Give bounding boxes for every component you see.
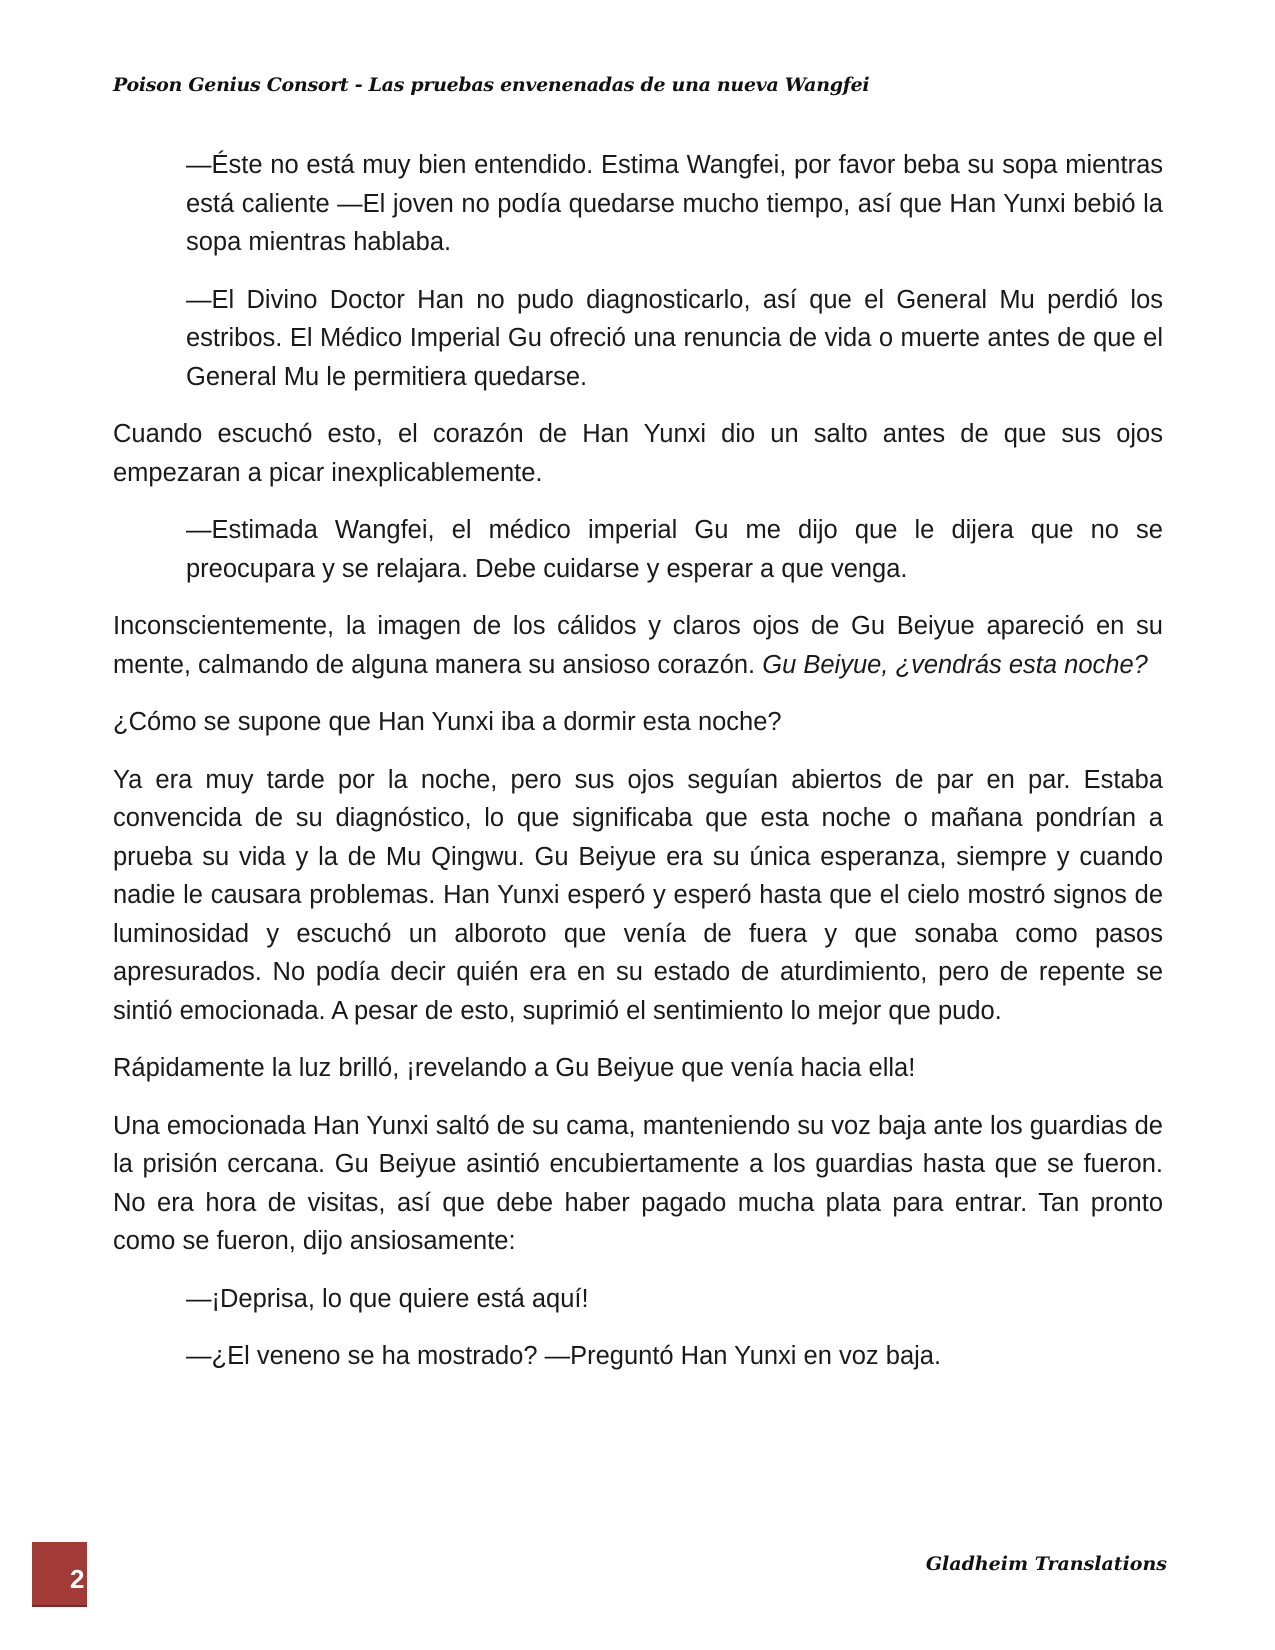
paragraph-narration-5: Rápidamente la luz brilló, ¡revelando a Gu Beiyue que venía hacia ella! — [113, 1054, 916, 1082]
running-header: Poison Genius Consort - Las pruebas envenenadas de una nueva Wangfei — [113, 74, 870, 96]
narration-text: Inconscientemente, la imagen de los cálidos y claros ojos de Gu Beiyue apareció en su mente, calmando de alguna manera su ansioso corazón. — [113, 612, 1163, 679]
paragraph-narration-4: Ya era muy tarde por la noche, pero sus ojos seguían abiertos de par en par. Estaba convencida de su diagnóstico, lo que significaba que esta noche o mañana pondrían a prueba su vida y la de Mu Qingwu. Gu Beiyue era su única esperanza, siempre y cuando nadie le causara problemas. Han Yunxi esperó y esperó hasta que el cielo mostró signos de luminosidad y escuchó un alboroto que venía de fuera y que sonaba como pasos apresurados. No podía decir quién era en su estado de aturdimiento, pero de repente se sintió emocionada. A pesar de esto, suprimió el sentimiento lo mejor que pudo. — [113, 765, 1163, 1025]
footer-rule — [32, 1605, 87, 1607]
paragraph-narration-6: Una emocionada Han Yunxi saltó de su cama, manteniendo su voz baja ante los guardias de la prisión cercana. Gu Beiyue asintió encubiertamente a los guardias hasta que se fueron. No era hora de visitas, así que debe haber pagado mucha plata para entrar. Tan pronto como se fueron, dijo ansiosamente: — [113, 1111, 1163, 1255]
paragraph-narration-1: Cuando escuchó esto, el corazón de Han Yunxi dio un salto antes de que sus ojos empezaran a picar inexplicablemente. — [113, 420, 1163, 487]
italic-thought: Gu Beiyue, ¿vendrás esta noche? — [762, 650, 1148, 679]
paragraph-dialogue-5: —¿El veneno se ha mostrado? —Preguntó Han Yunxi en voz baja. — [186, 1342, 942, 1370]
paragraph-dialogue-1: —Éste no está muy bien entendido. Estima Wangfei, por favor beba su sopa mientras está caliente —El joven no podía quedarse mucho tiempo, así que Han Yunxi bebió la sopa mientras hablaba. — [186, 151, 1163, 256]
paragraph-dialogue-3: —Estimada Wangfei, el médico imperial Gu me dijo que le dijera que no se preocupara y se relajara. Debe cuidarse y esperar a que venga. — [186, 516, 1163, 583]
body-text — [113, 146, 1163, 1395]
page-number: 2 — [70, 1564, 85, 1594]
paragraph-narration-3: ¿Cómo se supone que Han Yunxi iba a dormir esta noche? — [113, 708, 782, 736]
paragraph-dialogue-2: —El Divino Doctor Han no pudo diagnosticarlo, así que el General Mu perdió los estribos. El Médico Imperial Gu ofreció una renuncia de vida o muerte antes de que el General Mu le permitiera quedarse. — [186, 285, 1163, 391]
translator-credit: Gladheim Translations — [925, 1553, 1167, 1575]
paragraph-dialogue-4: —¡Deprisa, lo que quiere está aquí! — [186, 1284, 589, 1313]
paragraph-narration-2 — [113, 607, 1163, 684]
